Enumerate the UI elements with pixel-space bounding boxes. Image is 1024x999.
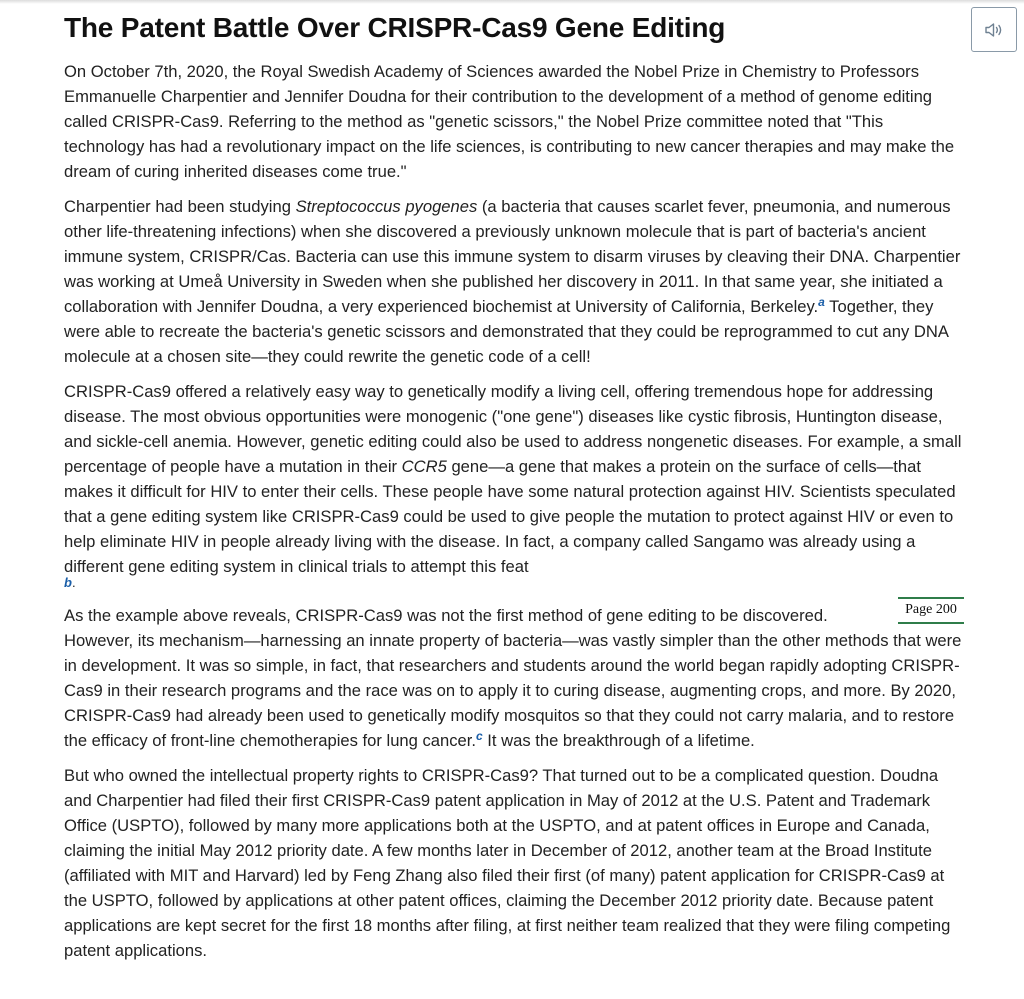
paragraph-3-text-b: gene—a gene that makes a protein on the surface of cells—that makes it difficult for HIV to enter their cells. These people have some natural protection against HIV. Scientists speculated that a gene editing system like CRISPR-Cas9 could be used to give people the mutation to protect against HIV or even to help eliminate HIV in people already living with the disease. In fact, a company called Sangamo was already using a different gene editing system in clinical trials to attempt this feat — [64, 457, 956, 576]
paragraph-5-text: But who owned the intellectual property rights to CRISPR-Cas9? That turned out to be a complicated question. Doudna and Charpentier had filed their first CRISPR-Cas9 patent application in May of 2012 at the U.S. Patent and Trademark Office (USPTO), followed by many more applications both at the USPTO, and at patent offices in Europe and Canada, claiming the initial May 2012 priority date. A few months later in December of 2012, another team at the Broad Institute (affiliated with MIT and Harvard) led by Feng Zhang also filed their first (of many) patent application for CRISPR-Cas9 at the USPTO, followed by applications at other patent offices, claiming the December 2012 priority date. Because patent applications are kept secret for the first 18 months after filing, at first neither team realized that they were filing competing patent applications. — [64, 766, 951, 960]
footnote-c-link[interactable]: c — [476, 729, 483, 743]
footnote-a — [818, 295, 825, 309]
species-name: Streptococcus pyogenes — [295, 197, 478, 216]
paragraph-3-text-a: CRISPR-Cas9 offered a relatively easy way to genetically modify a living cell, offering tremendous hope for addressing disease. The most obvious opportunities were monogenic ("one gene") diseases like cystic fibrosis, Huntington disease, and sickle-cell anemia. However, genetic editing could also be used to address nongenetic diseases. For example, a small percentage of people have a mutation in their — [64, 382, 962, 476]
speaker-icon — [984, 22, 1004, 38]
paragraph-4-text-b: It was the breakthrough of a lifetime. — [482, 731, 755, 750]
footnote-a-link[interactable]: a — [818, 295, 825, 309]
paragraph-4-text-a: As the example above reveals, CRISPR-Cas9 was not the first method of gene editing to be discovered. However, its mechanism—harnessing an innate property of bacteria—was vastly simpler than the other methods that were in development. It was so simple, in fact, that researchers and students around the world began rapidly adopting CRISPR-Cas9 in their research programs and the race was on to apply it to curing disease, augmenting crops, and more. By 2020, CRISPR-Cas9 had already been used to genetically modify mosquitos so that they could not carry malaria, and to restore the efficacy of front-line chemotherapies for lung cancer. — [64, 606, 962, 750]
paragraph-5 — [64, 763, 962, 963]
footnote-b — [64, 573, 962, 593]
article — [64, 10, 962, 973]
footnote-b-period: . — [71, 575, 76, 590]
footnote-b-link[interactable]: b — [64, 575, 72, 590]
paragraph-2 — [64, 194, 962, 369]
paragraph-1 — [64, 59, 962, 184]
paragraph-4 — [64, 603, 962, 753]
read-aloud-button[interactable] — [971, 7, 1017, 52]
paragraph-3 — [64, 379, 962, 593]
article-title: The Patent Battle Over CRISPR-Cas9 Gene Editing — [64, 12, 726, 43]
paragraph-2-text-a: Charpentier had been studying — [64, 197, 296, 216]
gene-name: CCR5 — [401, 457, 447, 476]
footnote-c — [476, 729, 483, 743]
paragraph-2-text-b: (a bacteria that causes scarlet fever, pneumonia, and numerous other life-threatening infections) when she discovered a previously unknown molecule that is part of bacteria's ancient immune system, CRISPR/Cas. Bacteria can use this immune system to disarm viruses by cleaving their DNA. Charpentier was working at Umeå University in Sweden when she published her discovery in 2011. In that same year, she initiated a collaboration with Jennifer Doudna, a very experienced biochemist at University of California, Berkeley. — [64, 197, 961, 316]
page-marker: Page 200 — [898, 597, 964, 624]
paragraph-1-text: On October 7th, 2020, the Royal Swedish Academy of Sciences awarded the Nobel Prize in Chemistry to Professors Emmanuelle Charpentier and Jennifer Doudna for their contribution to the development of a method of genome editing called CRISPR-Cas9. Referring to the method as "genetic scissors," the Nobel Prize committee noted that "This technology has had a revolutionary impact on the life sciences, is contributing to new cancer therapies and may make the dream of curing inherited diseases come true." — [64, 62, 955, 181]
top-shadow — [0, 0, 1024, 4]
paragraph-2-text-c: Together, they were able to recreate the bacteria's genetic scissors and demonstrated that they could be reprogrammed to cut any DNA molecule at a chosen site—they could rewrite the genetic code of a cell! — [64, 297, 949, 366]
